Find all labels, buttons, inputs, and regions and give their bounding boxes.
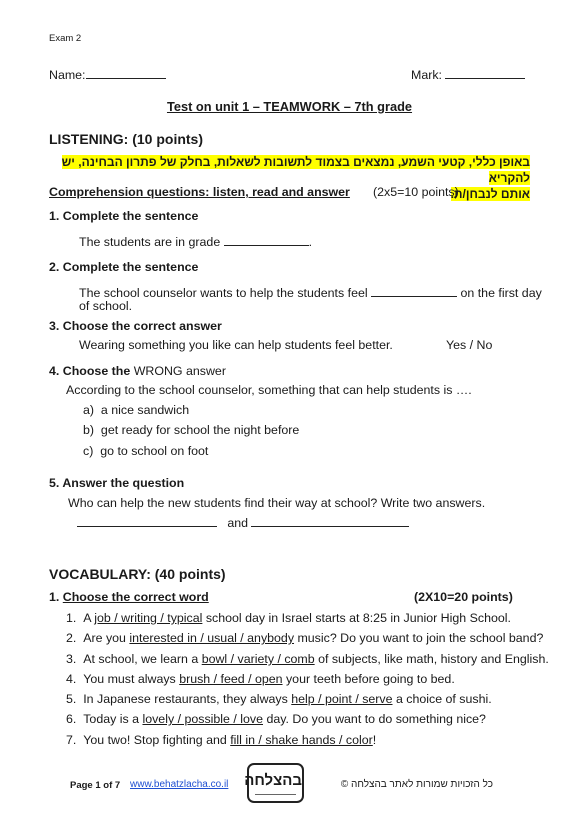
q4-text: According to the school counselor, something that can help students is …. — [66, 383, 472, 397]
q5-answer-field-1[interactable] — [77, 515, 217, 527]
vocab-sub-title: Choose the correct word — [62, 590, 209, 604]
vocab-item-choice[interactable]: fill in / shake hands / color — [230, 733, 373, 747]
q4-option-c[interactable] — [83, 444, 208, 458]
q5-answers — [77, 515, 409, 530]
q3-options[interactable]: Yes / No — [446, 338, 493, 352]
vocab-item — [66, 611, 511, 625]
logo-underline — [255, 794, 296, 798]
mark-label: Mark: — [411, 68, 442, 82]
q1-end: . — [308, 235, 313, 249]
vocab-item-pre: Today is a — [83, 712, 143, 726]
q2-answer-field[interactable] — [371, 285, 457, 297]
vocab-sub-num: 1. — [49, 590, 63, 604]
q1-sentence — [79, 234, 312, 249]
vocab-item-num: 5. — [66, 692, 77, 706]
vocab-item-num: 6. — [66, 712, 77, 726]
vocab-item — [66, 712, 486, 726]
vocab-item-pre: You two! Stop fighting and — [83, 733, 231, 747]
q3-title: 3. Choose the correct answer — [49, 319, 222, 333]
vocab-item-choice[interactable]: job / writing / typical — [94, 611, 203, 625]
vocab-sub-points: (2X10=20 points) — [414, 590, 513, 604]
page-number: Page 1 of 7 — [70, 780, 121, 791]
comprehension-title: Comprehension questions: listen, read and answer — [49, 185, 350, 199]
vocab-item — [66, 692, 492, 706]
vocab-item-choice[interactable]: interested in / usual / anybody — [129, 631, 295, 645]
name-line — [49, 67, 166, 82]
q3-text: Wearing something you like can help students feel better. — [79, 338, 393, 352]
q4-title-b: WRONG answer — [133, 364, 226, 378]
q1-title: 1. Complete the sentence — [49, 209, 199, 223]
vocab-item-pre: A — [83, 611, 95, 625]
q5-answer-field-2[interactable] — [251, 515, 409, 527]
vocab-item — [66, 733, 376, 747]
q2-text-c: of school. — [79, 299, 133, 313]
logo-text: בהצלחה — [244, 772, 302, 789]
vocab-item-pre: At school, we learn a — [83, 652, 202, 666]
hebrew-note-line-1: באופן כללי, קטעי השמע, נמצאים בצמוד לתשובות לשאלות, בחלק של פתרון הבחינה, יש להקריא — [61, 155, 530, 185]
vocab-item-pre: In Japanese restaurants, they always — [83, 692, 292, 706]
q4-title — [49, 364, 226, 378]
vocab-item-post: music? Do you want to join the school band? — [294, 631, 544, 645]
site-link[interactable]: www.behatzlacha.co.il — [130, 779, 229, 790]
vocab-subheading — [49, 590, 209, 604]
q4-option-letter: b) — [83, 423, 95, 437]
vocab-item-num: 4. — [66, 672, 77, 686]
site-logo — [244, 763, 304, 803]
name-field[interactable] — [86, 67, 166, 79]
q2-text-a: The school counselor wants to help the students feel — [79, 286, 368, 300]
q4-option-text: go to school on foot — [100, 444, 209, 458]
q4-option-letter: c) — [83, 444, 94, 458]
copyright-text: כל הזכויות שמורות לאתר בהצלחה © — [340, 779, 493, 790]
q4-title-a: 4. Choose the — [49, 364, 134, 378]
vocab-item-choice[interactable]: help / point / serve — [291, 692, 393, 706]
listening-heading: LISTENING: (10 points) — [49, 131, 203, 147]
q5-and: and — [227, 516, 249, 530]
vocab-item-num: 7. — [66, 733, 77, 747]
hebrew-note-line-2: אותם לנבחן/ת. — [450, 187, 530, 201]
vocab-item-num: 2. — [66, 631, 77, 645]
q4-option-a[interactable] — [83, 403, 189, 417]
vocab-item-post: day. Do you want to do something nice? — [263, 712, 486, 726]
q4-option-b[interactable] — [83, 423, 299, 437]
vocab-item-choice[interactable]: brush / feed / open — [179, 672, 283, 686]
vocab-item — [66, 631, 543, 645]
vocab-item-post: school day in Israel starts at 8:25 in Junior High School. — [202, 611, 511, 625]
vocab-item — [66, 652, 549, 666]
vocab-item-post: a choice of sushi. — [392, 692, 492, 706]
vocab-item — [66, 672, 455, 686]
q2-text-b: on the first day — [460, 286, 542, 300]
vocab-item-choice[interactable]: lovely / possible / love — [142, 712, 263, 726]
q2-title: 2. Complete the sentence — [49, 260, 199, 274]
q1-text: The students are in grade — [79, 235, 221, 249]
q5-text: Who can help the new students find their way at school? Write two answers. — [68, 496, 486, 510]
vocabulary-heading: VOCABULARY: (40 points) — [49, 566, 226, 582]
page-title: Test on unit 1 – TEAMWORK – 7th grade — [166, 99, 413, 114]
vocab-item-num: 3. — [66, 652, 77, 666]
mark-line — [411, 67, 525, 82]
exam-label: Exam 2 — [49, 33, 82, 44]
vocab-item-post: your teeth before going to bed. — [282, 672, 455, 686]
comprehension-points: (2x5=10 points) — [373, 185, 459, 199]
vocab-item-pre: You must always — [83, 672, 180, 686]
q4-option-letter: a) — [83, 403, 95, 417]
q1-answer-field[interactable] — [224, 234, 309, 246]
q2-sentence — [79, 285, 542, 300]
q4-option-text: get ready for school the night before — [100, 423, 300, 437]
q5-title: 5. Answer the question — [49, 476, 185, 490]
vocab-item-post: ! — [372, 733, 377, 747]
name-label: Name: — [49, 68, 86, 82]
vocab-item-pre: Are you — [83, 631, 130, 645]
vocab-item-choice[interactable]: bowl / variety / comb — [201, 652, 315, 666]
q4-option-text: a nice sandwich — [100, 403, 190, 417]
vocab-item-num: 1. — [66, 611, 77, 625]
mark-field[interactable] — [445, 67, 525, 79]
vocab-item-post: of subjects, like math, history and English. — [314, 652, 549, 666]
